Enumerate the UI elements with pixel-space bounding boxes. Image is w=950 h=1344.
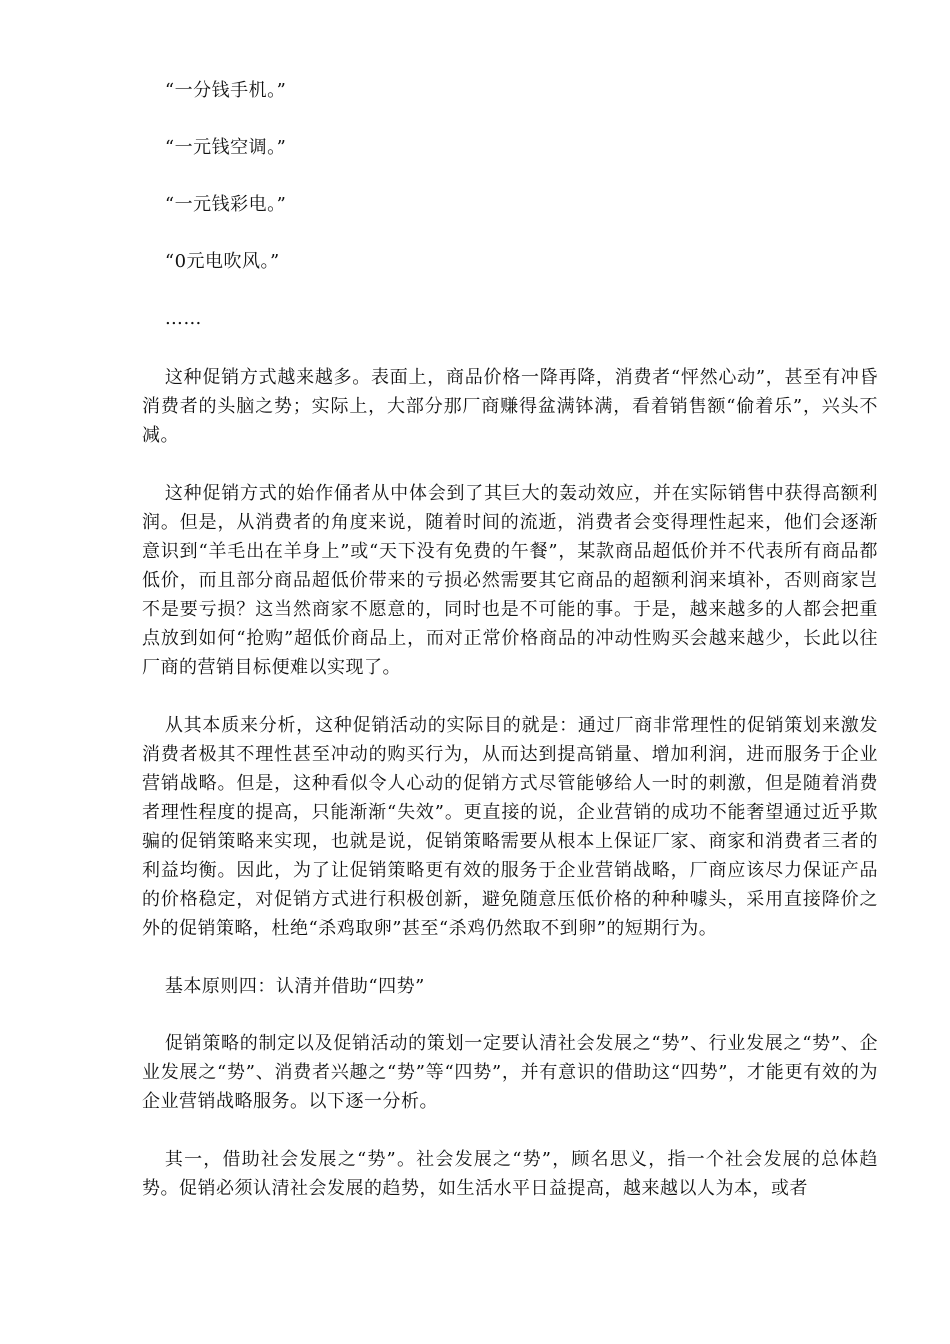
slogan-line-4: “0元电吹风。” <box>164 251 280 272</box>
paragraph-promotion-trend: 这种促销方式越来越多。表面上，商品价格一降再降，消费者“怦然心动”，甚至有冲昏消费者的头脑之势；实际上，大部分那厂商赚得盆满钵满，看着销售额“偷着乐”，兴头不减。 <box>142 367 878 446</box>
paragraph-four-trends: 促销策略的制定以及促销活动的策划一定要认清社会发展之“势”、行业发展之“势”、企业发展之“势”、消费者兴趣之“势”等“四势”，并有意识的借助这“四势”，才能更有效的为企业营销战略服务。以下逐一分析。 <box>142 1033 878 1112</box>
slogan-line-3: “一元钱彩电。” <box>164 194 287 215</box>
document-body <box>142 76 878 1232</box>
section-heading-principle-four: 基本原则四：认清并借助“四势” <box>164 976 425 997</box>
ellipsis-line: …… <box>164 308 202 329</box>
paragraph-essence-analysis: 从其本质来分析，这种促销活动的实际目的就是：通过厂商非常理性的促销策划来激发消费者极其不理性甚至冲动的购买行为，从而达到提高销量、增加利润，进而服务于企业营销战略。但是，这种看似令人心动的促销方式尽管能够给人一时的刺激，但是随着消费者理性程度的提高，只能渐渐“失效”。更直接的说，企业营销的成功不能奢望通过近乎欺骗的促销策略来实现，也就是说，促销策略需要从根本上保证厂家、商家和消费者三者的利益均衡。因此，为了让促销策略更有效的服务于企业营销战略，厂商应该尽力保证产品的价格稳定，对促销方式进行积极创新，避免随意压低价格的种种噱头，采用直接降价之外的促销策略，杜绝“杀鸡取卵”甚至“杀鸡仍然取不到卵”的短期行为。 <box>142 715 878 939</box>
paragraph-consumer-rationality: 这种促销方式的始作俑者从中体会到了其巨大的轰动效应，并在实际销售中获得高额利润。但是，从消费者的角度来说，随着时间的流逝，消费者会变得理性起来，他们会逐渐意识到“羊毛出在羊身上”或“天下没有免费的午餐”，某款商品超低价并不代表所有商品都低价，而且部分商品超低价带来的亏损必然需要其它商品的超额利润来填补，否则商家岂不是要亏损？这当然商家不愿意的，同时也是不可能的事。于是，越来越多的人都会把重点放到如何“抢购”超低价商品上，而对正常价格商品的冲动性购买会越来越少，长此以往厂商的营销目标便难以实现了。 <box>142 483 878 678</box>
slogan-line-1: “一分钱手机。” <box>164 80 287 101</box>
slogan-line-2: “一元钱空调。” <box>164 137 287 158</box>
paragraph-social-trend: 其一，借助社会发展之“势”。社会发展之“势”，顾名思义，指一个社会发展的总体趋势。促销必须认清社会发展的趋势，如生活水平日益提高，越来越以人为本，或者 <box>142 1149 878 1199</box>
